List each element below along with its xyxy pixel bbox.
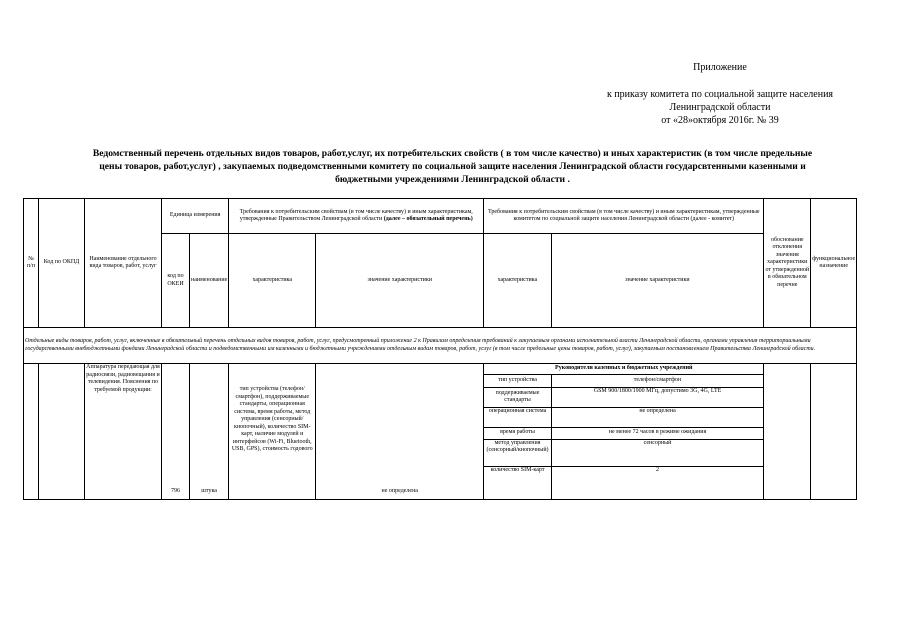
title-line-2: цены товаров, работ,услуг) , закупаемых подведомственными комитету по социальной защите населения Ленинградской области государсвтенными казенными и [99,161,806,172]
col-header-okpd: Код по ОКПД [39,199,85,328]
col-header-gov-requirements [229,199,484,234]
col-header-justification: обоснование отклонения значения характеристики от утвержденной в обязательном перечне [764,199,811,328]
committee-subtable [484,364,763,499]
subtable-title: Руководители казенных и бюджетных учреждений [484,364,763,374]
order-line-3: от «28»октября 2016г. № 39 [661,115,779,126]
sub-char-2: операционная система [484,407,551,427]
row-unit-code: 796 [162,364,190,500]
row-okpd [39,364,85,500]
order-line-2: Ленинградской области [669,102,771,113]
col-header-unit-code: код по ОКЕИ [162,234,190,328]
row-unit-name: штука [190,364,229,500]
sub-char-1: поддерживаемые стандарты [484,387,551,407]
row-committee-requirements [484,364,764,500]
sub-value-0: телефон/смартфон [551,374,763,387]
sub-char-4: метод управления (сенсорный/кнопочный) [484,439,551,466]
sub-value-5: 2 [551,466,763,499]
col-header-characteristic-2: характеристика [484,234,551,328]
gov-req-text: Требования к потребительским свойствам (в том числе качеству) и иным характеристикам, утвержденные Правительством Ленинградской области [239,208,473,222]
row-gov-value: не определена [316,364,484,500]
order-reference [560,88,880,127]
requirements-table [23,198,857,500]
sub-value-2: не определена [551,407,763,427]
col-header-committee-requirements: Требования к потребительским свойствам (в том числе качеству) и иным характеристикам, утвержденные комитетом по социальной защите населения Ленинградской области (далее - комитет) [484,199,764,234]
col-header-name: Наименование отдельного вида товаров, работ, услуг [85,199,162,328]
document-title [36,147,869,186]
row-gov-characteristic: тип устройства (телефон/смартфон), поддерживаемые стандарты, операционная система, время работы, метод управления (сенсорный/кнопочный), количество SIM-карт, наличие модулей и интерфейсов (Wi-Fi, Bluetooth, USB, GPS), стоимость годового [229,364,316,500]
row-number [24,364,39,500]
col-header-function: функциональное назначение [811,199,857,328]
sub-value-1: GSM 900/1800/1900 МГц, допустимо 3G, 4G, LTE [551,387,763,407]
row-justification [764,364,811,500]
appendix-label: Приложение [693,62,747,73]
col-header-number: № п/п [24,199,39,328]
title-line-1: Ведомственный перечень отдельных видов товаров, работ,услуг, их потребительских свойств ( в том числе качество) и иных характеристик (в том числе предельные [92,148,813,159]
row-function [811,364,857,500]
sub-value-3: не менее 72 часов в режиме ожидания [551,427,763,439]
title-line-3: бюджетными учреждениями Ленинградской области . [335,174,570,185]
order-line-1: к приказу комитета по социальной защите населения [606,89,834,100]
note-row: Отдельные виды товаров, работ, услуг, включенные в обязательный перечень отдельных видов товаров, работ, услуг, предусмотренный приложение 2 к Правилам определения требований к закупаемым органами исполнительной власти Ленинградской области, органами управления территориальными государственными внебюджетными фондами Ленинградской области и подведомственными им казенными и бюджетными учреждениями отдельным видам товаров, работ, услуг (в том числе предельные цены товаров, работ, услуг), закупаемым постановлением Правительства Ленинградской области. [24,328,857,364]
col-header-value-2: значение характеристики [551,234,764,328]
sub-value-4: сенсорный [551,439,763,466]
gov-req-bold: (далее – обязательный перечень) [383,216,473,222]
sub-char-0: тип устройства [484,374,551,387]
col-header-unit: Единица измерения [162,199,229,234]
row-product-name: Аппаратура передающая для радиосвязи, радиовещания и телевидения. Пояснения по требуемой продукции: [85,364,162,500]
col-header-characteristic: характеристика [229,234,316,328]
col-header-value: значение характеристики [316,234,484,328]
col-header-unit-name: наименование [190,234,229,328]
sub-char-3: время работы [484,427,551,439]
sub-char-5: количество SIM-карт [484,466,551,499]
